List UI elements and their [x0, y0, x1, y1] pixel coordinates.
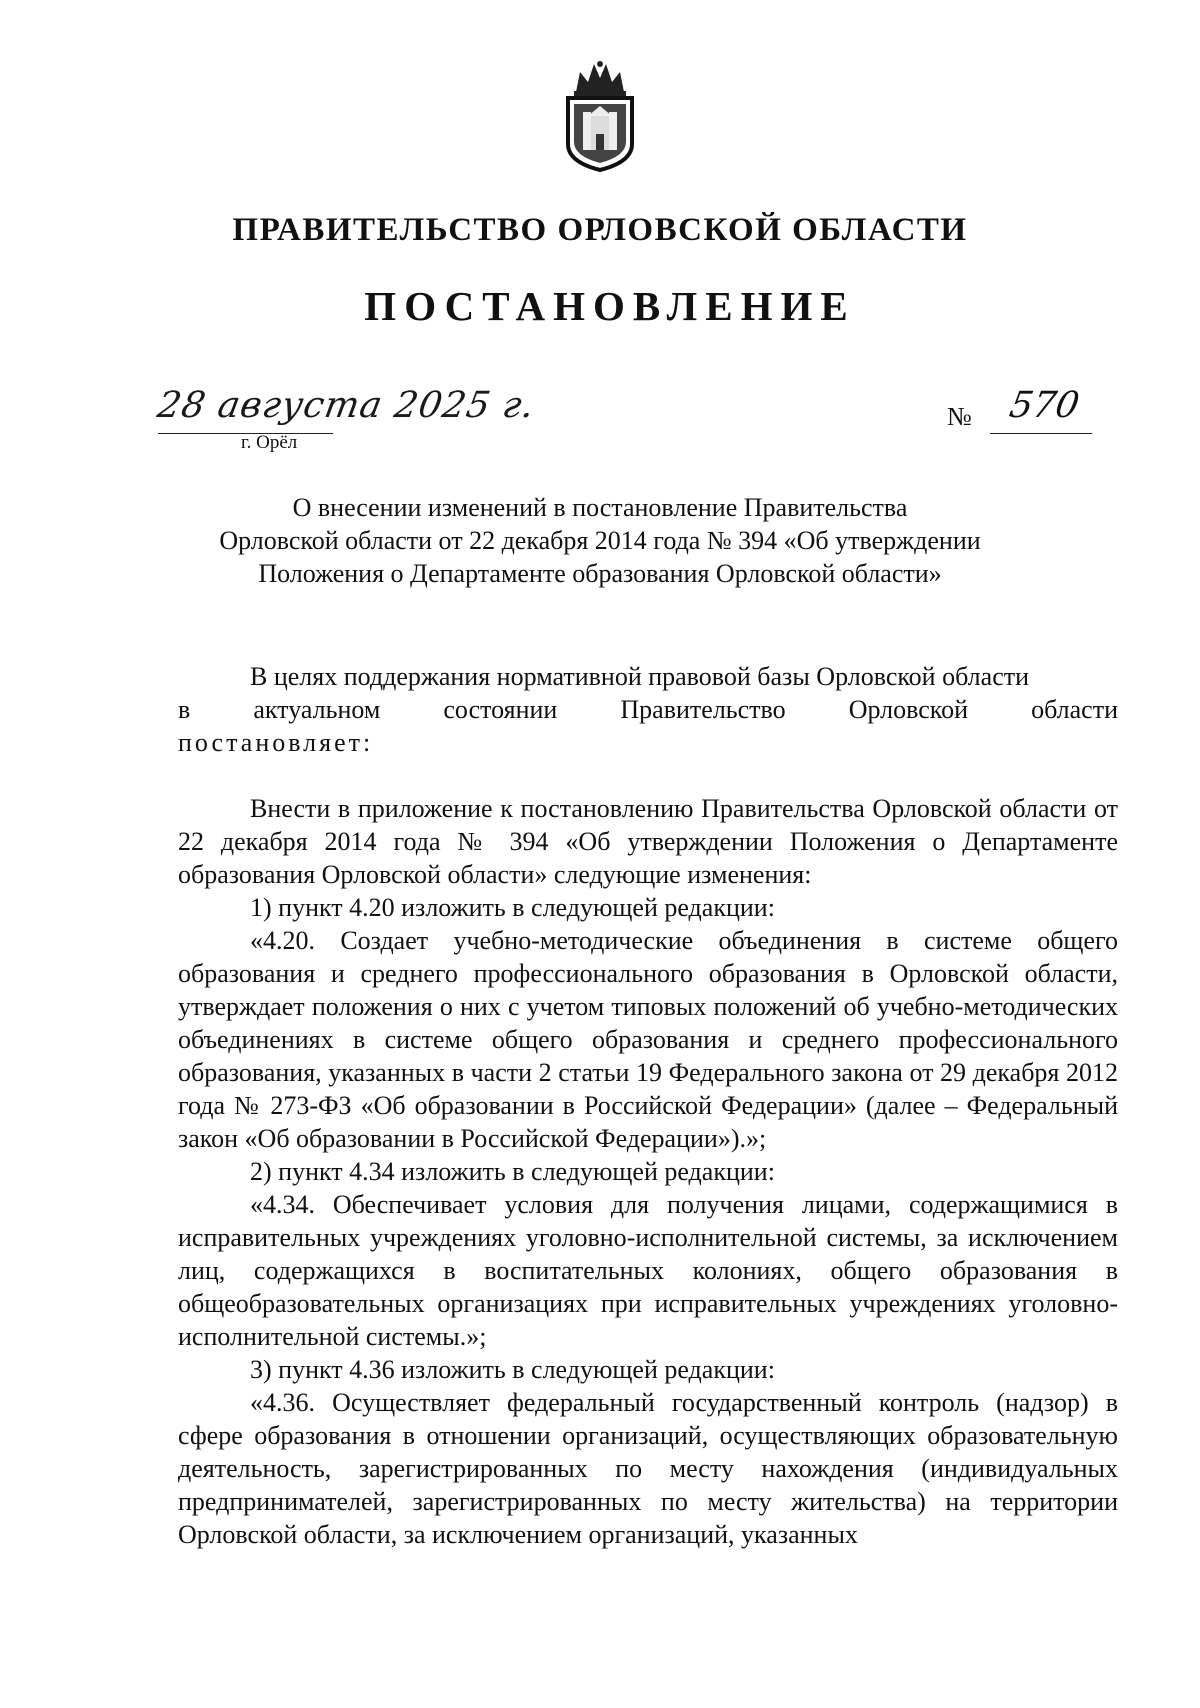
- subject-line: О внесении изменений в постановление Правительства: [292, 493, 908, 522]
- preamble-line: В целях поддержания нормативной правовой базы Орловской области: [250, 662, 1030, 691]
- list-item: 1) пункт 4.20 изложить в следующей редакции:: [250, 893, 775, 922]
- document-type: ПОСТАНОВЛЕНИЕ: [364, 283, 856, 329]
- handwritten-number: 570: [1006, 385, 1083, 426]
- decree-word: постановляет:: [178, 728, 374, 757]
- body-paragraph: «4.34. Обеспечивает условия для получения лицами, содержащимися в исправительных учреждениях уголовно-исполнительной системы, за исключением лиц, содержащихся в воспитательных колониях, общего образования в общеобразовательных организациях при исправительных учреждениях уголовно-исполнительной системы.»;: [178, 1190, 1118, 1351]
- document-subject: [0, 491, 1200, 590]
- list-item: 3) пункт 4.36 изложить в следующей редакции:: [250, 1355, 775, 1384]
- handwritten-date: 28 августа 2025 г.: [154, 385, 539, 426]
- city: г. Орёл: [241, 432, 298, 453]
- preamble: [178, 660, 1118, 759]
- body-paragraph: «4.20. Создает учебно-методические объединения в системе общего образования и среднего профессионального образования в Орловской области, утверждает положения о них с учетом типовых положений об учебно-методических объединениях в системе общего образования и среднего профессионального образования, указанных в части 2 статьи 19 Федерального закона от 29 декабря 2012 года № 273-ФЗ «Об образовании в Российской Федерации» (далее – Федеральный закон «Об образовании в Российской Федерации»).»;: [178, 926, 1118, 1153]
- preamble-line: в актуальном состоянии Правительство Орловской области: [178, 695, 1118, 724]
- number-underline: [990, 433, 1092, 434]
- number-sign: №: [947, 402, 972, 431]
- document-body: [178, 792, 1118, 1551]
- list-item: 2) пункт 4.34 изложить в следующей редакции:: [250, 1157, 775, 1186]
- body-paragraph: «4.36. Осуществляет федеральный государственный контроль (надзор) в сфере образования в отношении организаций, осуществляющих образовательную деятельность, зарегистрированных по месту нахождения (индивидуальных предпринимателей, зарегистрированных по месту жительства) на территории Орловской области, за исключением организаций, указанных: [178, 1388, 1118, 1549]
- organization-title: ПРАВИТЕЛЬСТВО ОРЛОВСКОЙ ОБЛАСТИ: [232, 212, 968, 248]
- subject-line: Орловской области от 22 декабря 2014 года № 394 «Об утверждении: [219, 526, 981, 555]
- subject-line: Положения о Департаменте образования Орловской области»: [258, 559, 942, 588]
- body-paragraph: Внести в приложение к постановлению Правительства Орловской области от 22 декабря 2014 года № 394 «Об утверждении Положения о Департаменте образования Орловской области» следующие изменения:: [178, 794, 1118, 889]
